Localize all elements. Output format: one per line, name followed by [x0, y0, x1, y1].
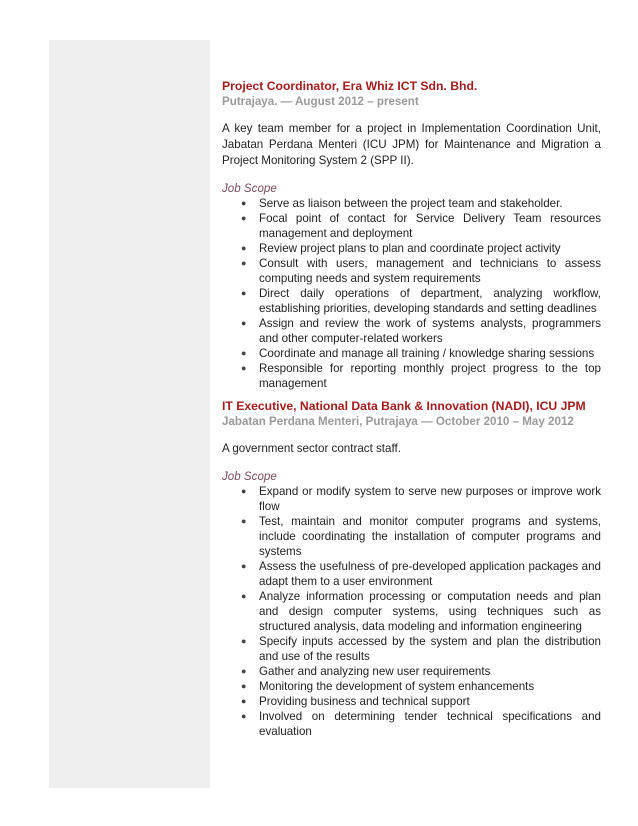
- resume-content: [222, 79, 601, 739]
- list-item: ● Involved on determining tender technical specifications and evaluation: [241, 710, 601, 738]
- list-item: ● Direct daily operations of department, analyzing workflow, establishing priorities, developing standards and setting deadlines: [241, 287, 601, 315]
- job-location-dates: Putrajaya. — August 2012 – present: [222, 95, 419, 108]
- list-item: ● Specify inputs accessed by the system and plan the distribution and use of the results: [241, 635, 601, 663]
- job-description: A key team member for a project in Implementation Coordination Unit, Jabatan Perdana Menteri (ICU JPM) for Maintenance and Migration a Project Monitoring System 2 (SPP II).: [222, 122, 601, 167]
- bullet-icon: ●: [241, 711, 247, 721]
- job-location-dates: Jabatan Perdana Menteri, Putrajaya — October 2010 – May 2012: [222, 415, 574, 428]
- list-item: ● Assign and review the work of systems analysts, programmers and other computer-related workers: [241, 317, 601, 345]
- list-item: ● Review project plans to plan and coordinate project activity: [241, 242, 561, 255]
- bullet-icon: ●: [241, 636, 247, 646]
- job-scope-list: [222, 196, 601, 391]
- bullet-icon: ●: [241, 486, 247, 496]
- bullet-icon: ●: [241, 318, 247, 328]
- bullet-icon: ●: [241, 681, 247, 691]
- job-title: IT Executive, National Data Bank & Innovation (NADI), ICU JPM: [222, 399, 586, 413]
- bullet-icon: ●: [241, 258, 247, 268]
- list-item: ● Providing business and technical support: [241, 695, 470, 708]
- sidebar-panel: [49, 40, 210, 788]
- bullet-icon: ●: [241, 288, 247, 298]
- list-item: ● Test, maintain and monitor computer programs and systems, include coordinating the installation of computer programs and systems: [241, 515, 601, 558]
- list-item: ● Expand or modify system to serve new purposes or improve work flow: [241, 485, 601, 513]
- list-item: ● Analyze information processing or computation needs and plan and design computer systems, using techniques such as structured analysis, data modeling and information engineering: [241, 590, 601, 633]
- list-item: ● Consult with users, management and technicians to assess computing needs and system requirements: [241, 257, 601, 285]
- job-title: Project Coordinator, Era Whiz ICT Sdn. Bhd.: [222, 79, 478, 93]
- bullet-icon: ●: [241, 243, 247, 253]
- job-entry-project-coordinator: [222, 79, 601, 391]
- list-item: ● Monitoring the development of system enhancements: [241, 680, 535, 693]
- bullet-icon: ●: [241, 696, 247, 706]
- list-item: ● Assess the usefulness of pre-developed application packages and adapt them to a user environment: [241, 560, 601, 588]
- bullet-icon: ●: [241, 198, 247, 208]
- job-scope-list: [222, 484, 601, 739]
- job-entry-it-executive: [222, 399, 601, 739]
- list-item: ● Responsible for reporting monthly project progress to the top management: [241, 362, 601, 390]
- list-item: ● Coordinate and manage all training / knowledge sharing sessions: [241, 347, 595, 360]
- bullet-icon: ●: [241, 666, 247, 676]
- job-scope-label: Job Scope: [222, 470, 277, 483]
- list-item: ● Focal point of contact for Service Delivery Team resources management and deployment: [241, 212, 601, 240]
- bullet-icon: ●: [241, 561, 247, 571]
- bullet-icon: ●: [241, 591, 247, 601]
- job-scope-label: Job Scope: [222, 182, 277, 195]
- bullet-icon: ●: [241, 516, 247, 526]
- bullet-icon: ●: [241, 213, 247, 223]
- list-item: ● Serve as liaison between the project team and stakeholder.: [241, 197, 563, 210]
- list-item: ● Gather and analyzing new user requirements: [241, 665, 491, 678]
- job-description: A government sector contract staff.: [222, 442, 401, 455]
- bullet-icon: ●: [241, 348, 247, 358]
- bullet-icon: ●: [241, 363, 247, 373]
